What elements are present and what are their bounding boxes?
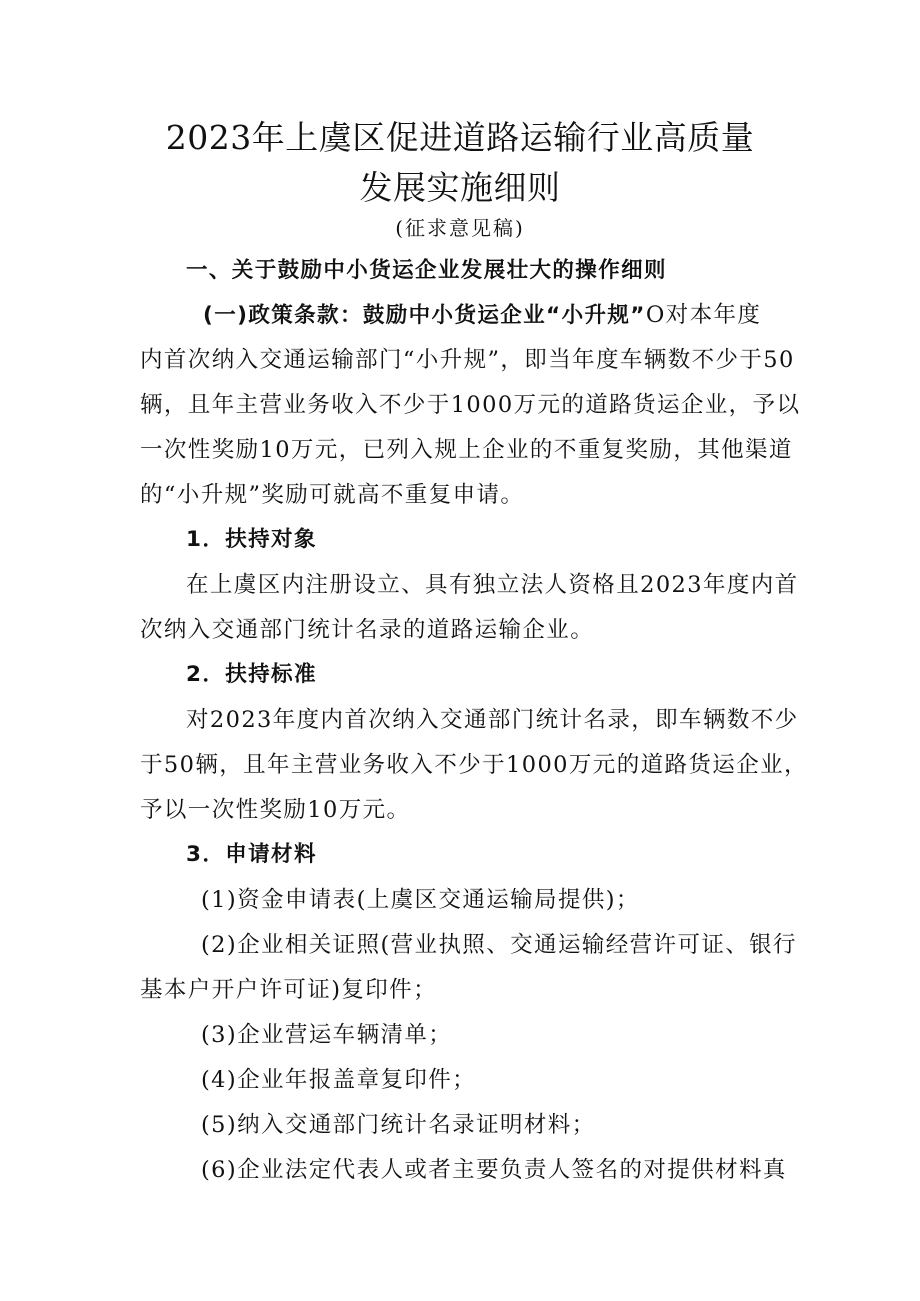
support-standard-heading: 2．扶持标准 — [186, 662, 317, 687]
document-subtitle: (征求意见稿) — [395, 216, 525, 240]
policy-line-5: 的“小升规”奖励可就高不重复申请。 — [140, 482, 525, 508]
policy-line-4: 一次性奖励10万元，已列入规上企业的不重复奖励，其他渠道 — [140, 437, 793, 463]
materials-item-4: (4)企业年报盖章复印件； — [201, 1067, 477, 1093]
policy-line-2: 内首次纳入交通运输部门“小升规”，即当年度车辆数不少于50 — [140, 347, 795, 373]
support-standard-line-2: 于50辆，且年主营业务收入不少于1000万元的道路货运企业， — [140, 752, 808, 778]
support-standard-line-3: 予以一次性奖励10万元。 — [140, 797, 411, 823]
materials-item-3: (3)企业营运车辆清单； — [201, 1022, 453, 1048]
document-title-line-2: 发展实施细则 — [359, 168, 561, 207]
support-target-line-1: 在上虞区内注册设立、具有独立法人资格且2023年度内首 — [186, 572, 799, 598]
policy-line-1 — [203, 300, 761, 331]
support-target-heading: 1．扶持对象 — [186, 527, 317, 552]
section-1-heading: 一、关于鼓励中小货运企业发展壮大的操作细则 — [186, 258, 667, 283]
materials-item-2-line-2: 基本户开户许可证)复印件； — [140, 977, 437, 1003]
materials-item-1: (1)资金申请表(上虞区交通运输局提供)； — [201, 887, 640, 913]
materials-item-6-line-1: (6)企业法定代表人或者主要负责人签名的对提供材料真 — [201, 1157, 787, 1183]
materials-item-2-line-1: (2)企业相关证照(营业执照、交通运输经营许可证、银行 — [201, 932, 797, 958]
policy-lead-tail: O对本年度 — [645, 302, 762, 328]
materials-item-5: (5)纳入交通部门统计名录证明材料； — [201, 1112, 596, 1138]
policy-line-3: 辆，且年主营业务收入不少于1000万元的道路货运企业，予以 — [140, 392, 801, 418]
document-title-line-1: 2023年上虞区促进道路运输行业高质量 — [165, 118, 755, 157]
support-standard-line-1: 对2023年度内首次纳入交通部门统计名录，即车辆数不少 — [186, 707, 799, 733]
policy-lead: (一)政策条款：鼓励中小货运企业“小升规” — [203, 303, 646, 328]
support-target-line-2: 次纳入交通部门统计名录的道路运输企业。 — [140, 617, 595, 643]
materials-heading: 3．申请材料 — [186, 842, 317, 867]
